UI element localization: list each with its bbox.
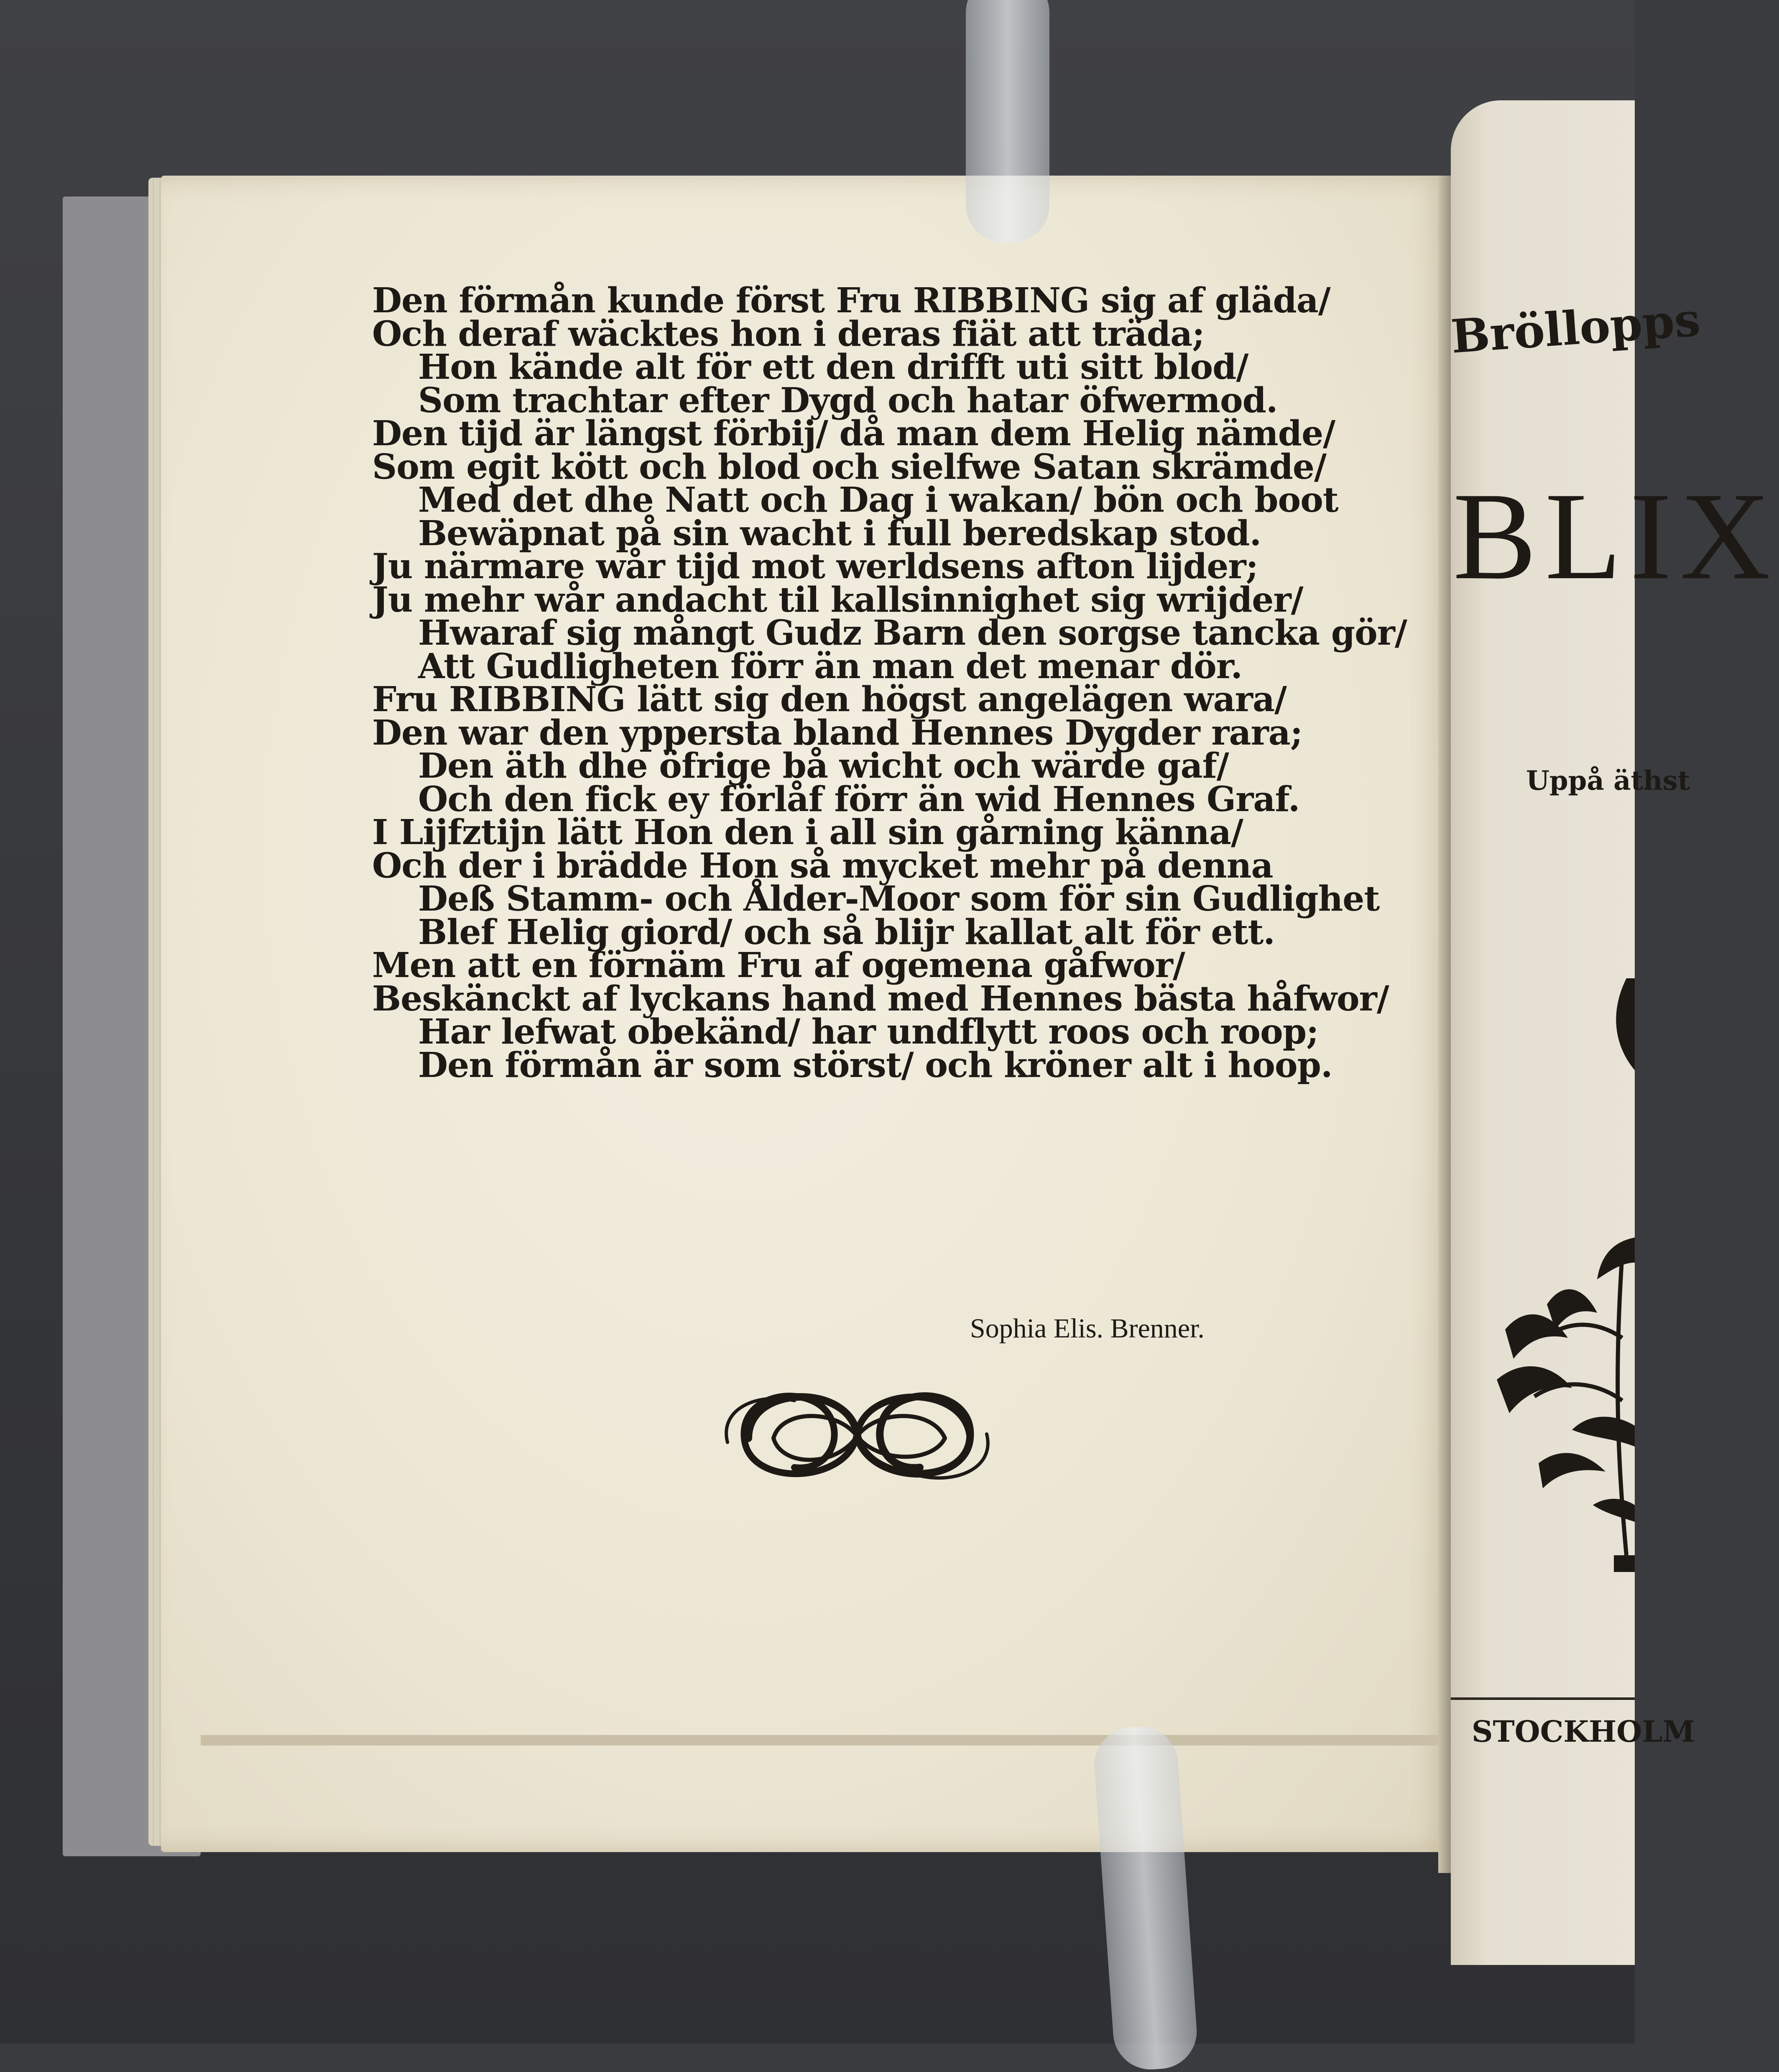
poem-line: Ju närmare wår tijd mot werldsens afton lijder; <box>372 546 1258 587</box>
right-page-heading-fragment: BLIX <box>1453 467 1779 605</box>
poem-line: Ju mehr wår andacht til kallsinnighet sig wrijder/ <box>372 579 1303 620</box>
poem-line: Att Gudligheten förr än man det menar dör. <box>418 646 1243 686</box>
poem-line: Med det dhe Natt och Dag i wakan/ bön och boot <box>418 480 1338 520</box>
decorative-flourish-ornament <box>711 1367 1003 1505</box>
poem-line: Som trachtar efter Dygd och hatar öfwermod. <box>418 380 1278 421</box>
poem-line: Hon kände alt för ett den drifft uti sitt blod/ <box>418 347 1248 387</box>
poem-text-block <box>372 281 1407 1085</box>
poem-line: Bewäpnat på sin wacht i full beredskap stod. <box>418 513 1261 554</box>
poem-line: Och den fick ey förlåf förr än wid Hennes Graf. <box>418 779 1300 819</box>
right-page-rule <box>1451 1697 1635 1700</box>
poem-line: Som egit kött och blod och sielfwe Satan skrämde/ <box>372 447 1327 487</box>
poem-line: Beskänckt af lyckans hand med Hennes bästa håfwor/ <box>372 978 1389 1019</box>
poem-line: Deß Stamm- och Ålder-Moor som för sin Gudlighet <box>418 879 1380 919</box>
poem-line: Blef Helig giord/ och så blijr kallat alt för ett. <box>418 912 1275 952</box>
poem-line: Men att en förnäm Fru af ogemena gåfwor/ <box>372 945 1185 985</box>
right-page-subtitle-fragment: Uppå äthst <box>1526 765 1690 796</box>
poem-line: Fru RIBBING lätt sig den högst angelägen wara/ <box>372 679 1287 720</box>
poem-line: Och der i brädde Hon så mycket mehr på denna <box>372 845 1273 886</box>
poem-line: Den tijd är längst förbij/ då man dem Helig nämde/ <box>372 413 1335 454</box>
plant-woodcut-illustration <box>1488 962 1635 1631</box>
page-bottom-edge <box>201 1735 1451 1745</box>
right-page-imprint-fragment: STOCKHOLM <box>1472 1714 1695 1749</box>
author-signature: Sophia Elis. Brenner. <box>970 1313 1205 1344</box>
poem-line: I Lijfztijn lätt Hon den i all sin gårning känna/ <box>372 812 1243 852</box>
poem-line: Den äth dhe öfrige bå wicht och wärde gaf/ <box>418 746 1229 786</box>
page-holder-strip-top <box>966 0 1049 242</box>
poem-line: Har lefwat obekänd/ har undflytt roos och roop; <box>418 1012 1319 1052</box>
poem-line: Hwaraf sig mångt Gudz Barn den sorgse tancka gör/ <box>418 613 1407 653</box>
poem-line: Den förmån är som störst/ och kröner alt i hoop. <box>418 1045 1332 1085</box>
poem-line: Och deraf wäcktes hon i deras fiät att träda; <box>372 314 1205 354</box>
poem-line: Den förmån kunde först Fru RIBBING sig af gläda/ <box>372 281 1330 321</box>
right-page-title-fragment: Bröllopps <box>1449 292 1702 364</box>
poem-line: Den war den yppersta bland Hennes Dygder rara; <box>372 712 1303 753</box>
